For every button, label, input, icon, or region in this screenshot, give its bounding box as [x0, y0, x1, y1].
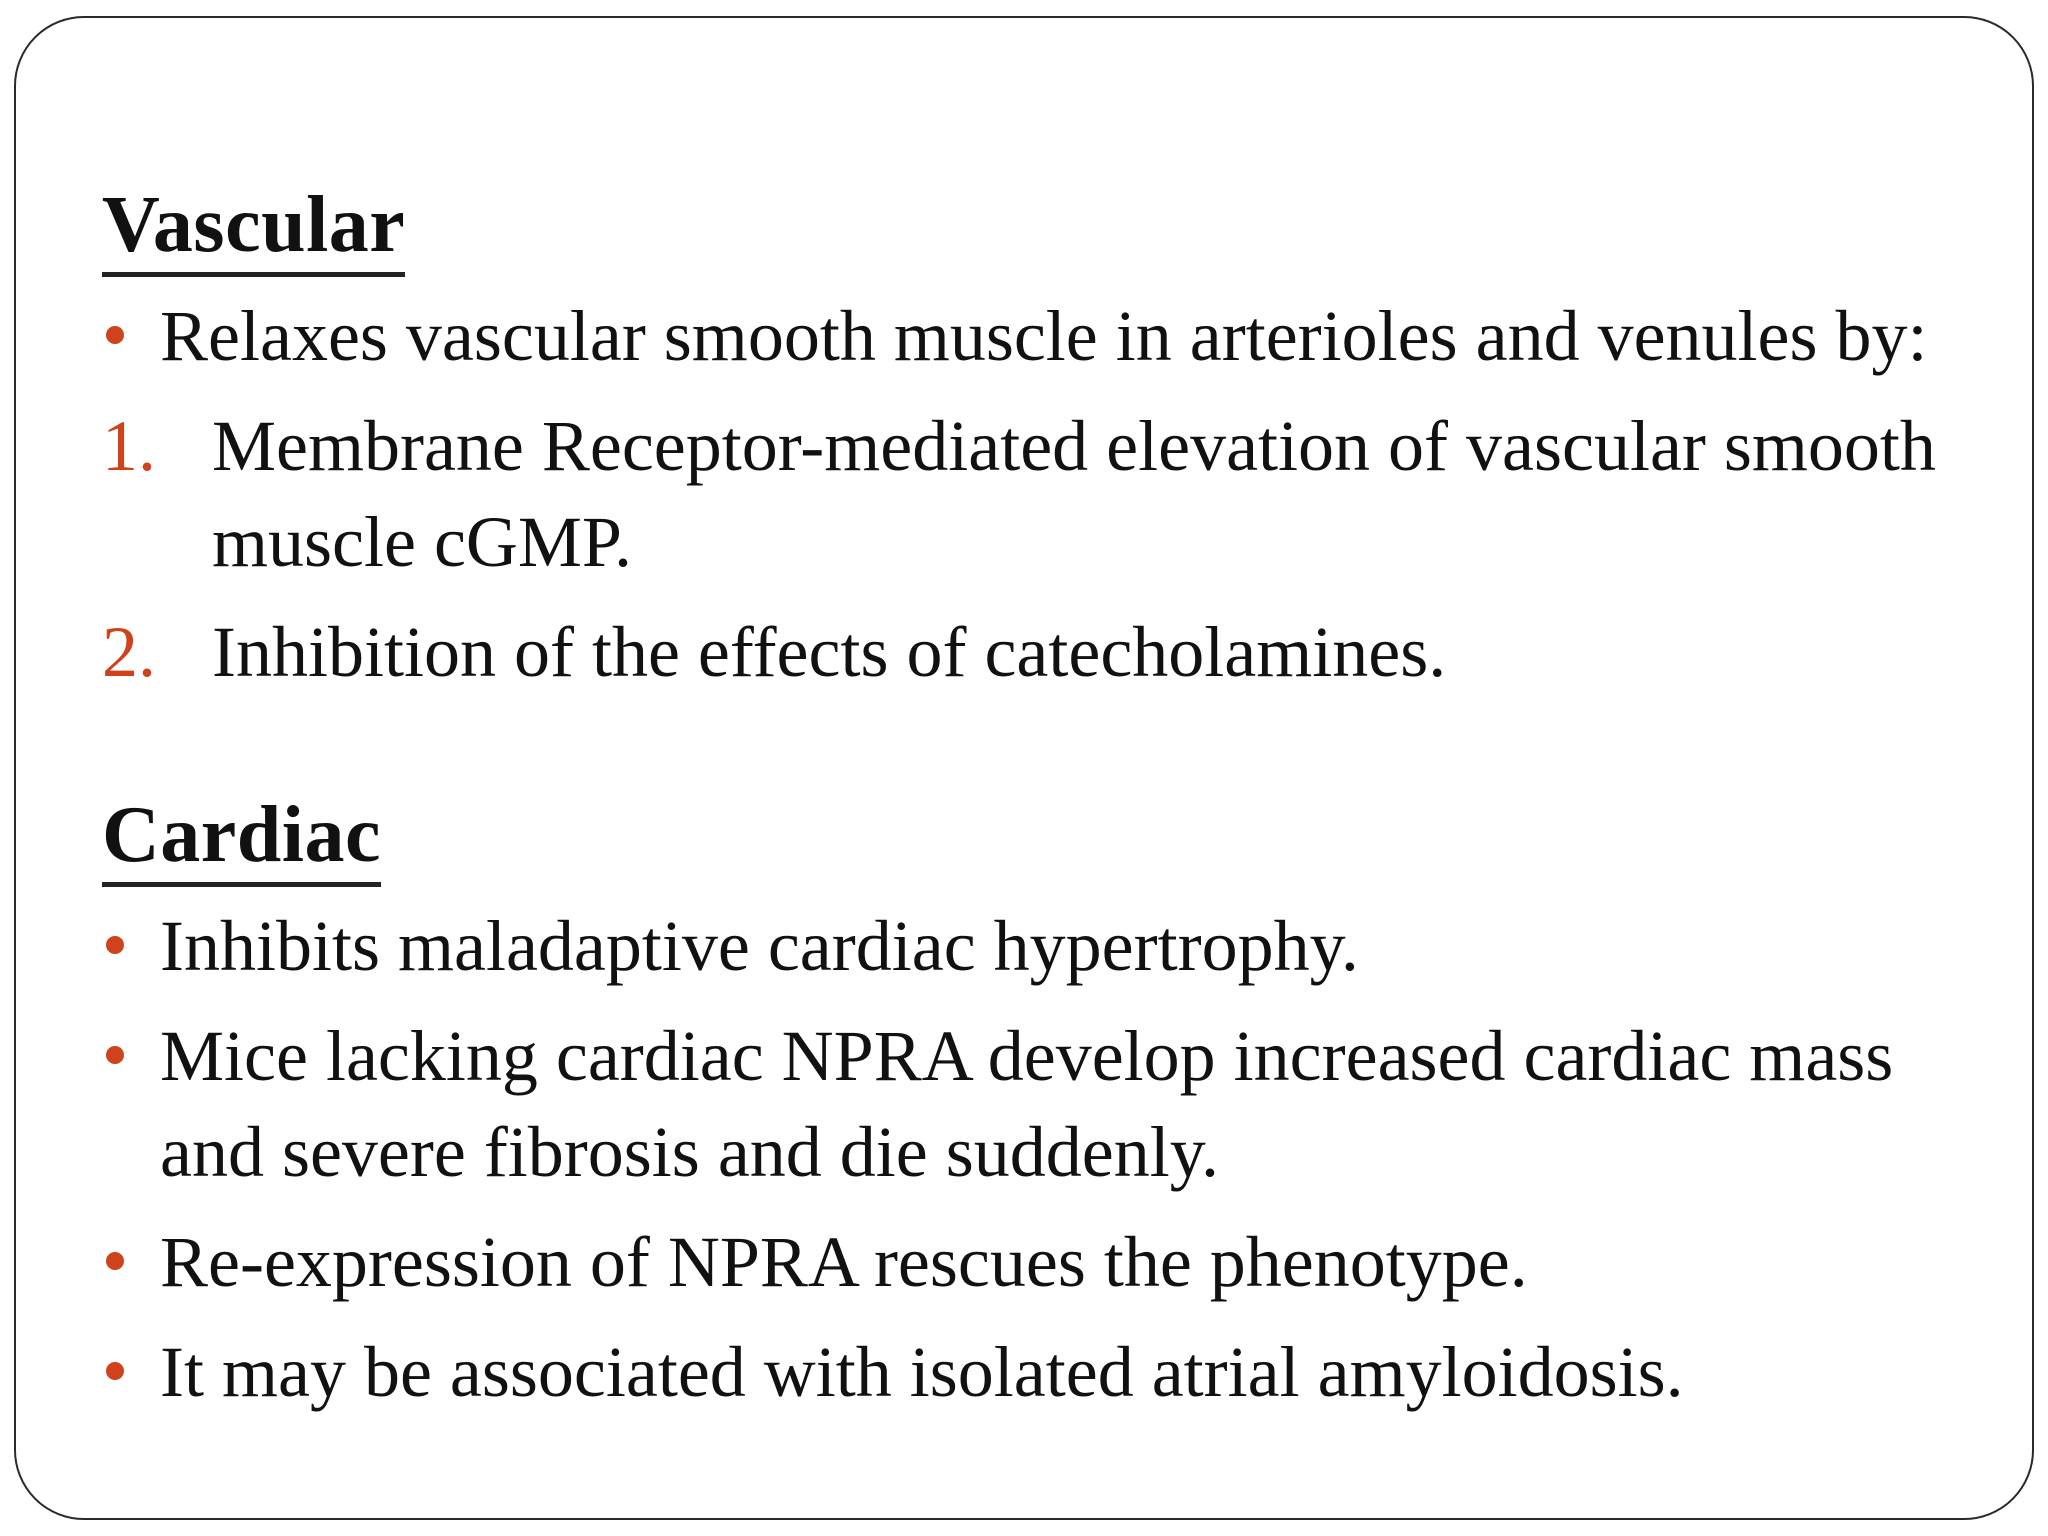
bullet-item — [102, 1008, 2002, 1200]
bullet-text: Inhibits maladaptive cardiac hypertrophy. — [160, 906, 1359, 986]
bullet-item — [102, 1214, 2002, 1310]
bullet-dot-icon — [106, 936, 124, 954]
bullet-list — [102, 898, 2002, 1420]
numbered-item — [102, 604, 2002, 700]
bullet-dot-icon — [106, 1252, 124, 1270]
numbered-item — [102, 398, 2002, 590]
bullet-text: Relaxes vascular smooth muscle in arterioles and venules by: — [160, 296, 1928, 376]
bullet-item — [102, 1324, 2002, 1420]
bullet-text: It may be associated with isolated atrial amyloidosis. — [160, 1332, 1684, 1412]
numbered-text: Inhibition of the effects of catecholamines. — [212, 612, 1447, 692]
section-heading-vascular: Vascular — [102, 178, 405, 277]
section-cardiac — [102, 788, 2002, 1420]
bullet-list — [102, 288, 2002, 384]
numbered-list — [102, 398, 2002, 700]
number-marker: 1. — [102, 406, 156, 486]
bullet-item — [102, 288, 2002, 384]
bullet-item — [102, 898, 2002, 994]
bullet-dot-icon — [106, 1046, 124, 1064]
section-heading-cardiac: Cardiac — [102, 788, 381, 887]
bullet-text: Re-expression of NPRA rescues the phenotype. — [160, 1222, 1528, 1302]
bullet-text: Mice lacking cardiac NPRA develop increased cardiac mass and severe fibrosis and die suddenly. — [160, 1016, 1894, 1192]
numbered-text: Membrane Receptor-mediated elevation of vascular smooth muscle cGMP. — [212, 406, 1936, 582]
section-vascular — [102, 178, 2002, 700]
slide-content — [102, 178, 2002, 1434]
number-marker: 2. — [102, 612, 156, 692]
bullet-dot-icon — [106, 326, 124, 344]
bullet-dot-icon — [106, 1362, 124, 1380]
